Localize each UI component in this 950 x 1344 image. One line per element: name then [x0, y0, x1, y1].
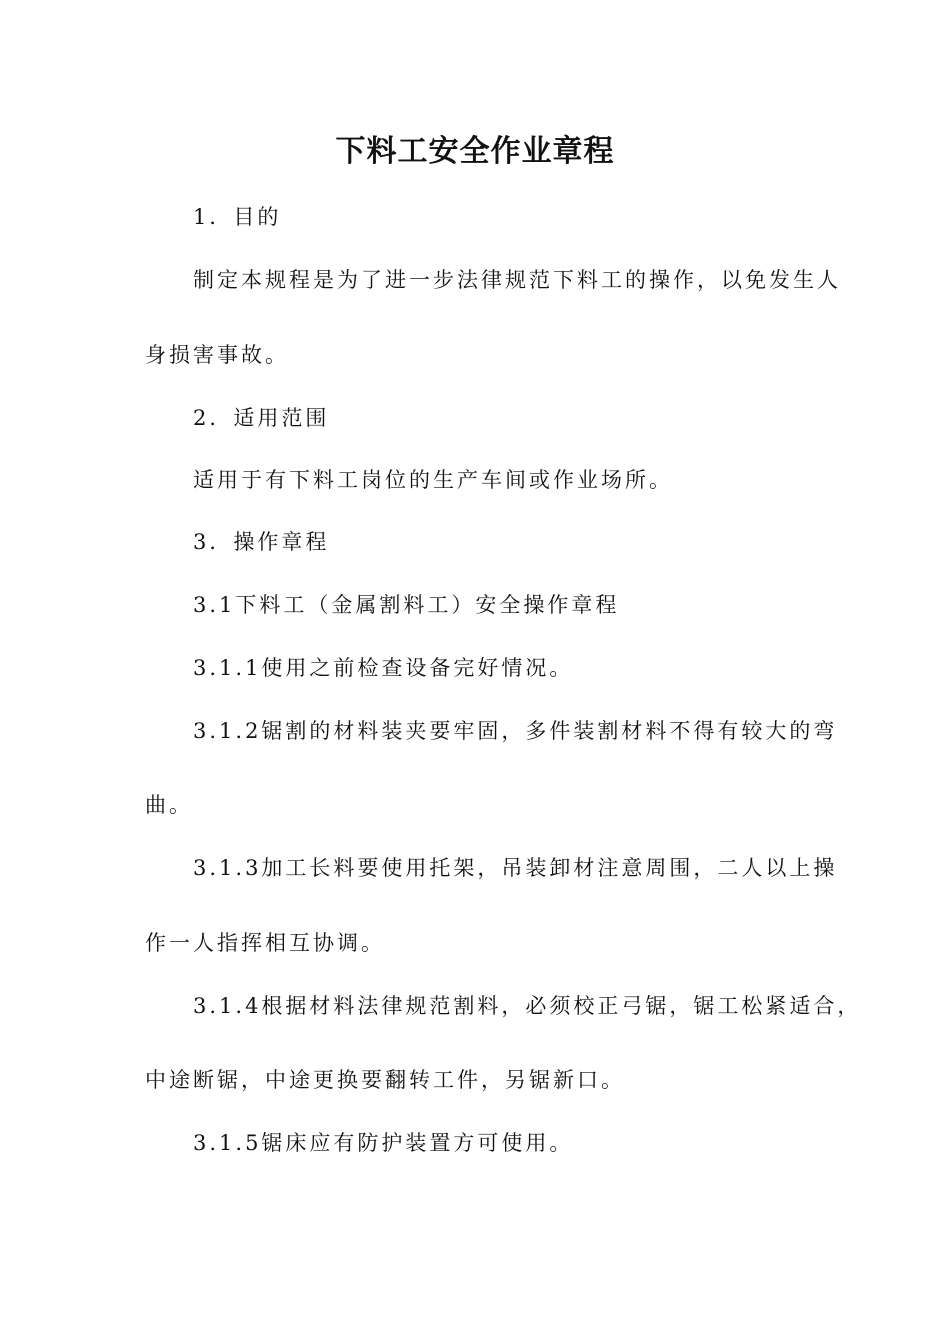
section-heading-purpose: 1．目的 — [193, 205, 282, 229]
paragraph-line: 3.1.3加工长料要使用托架，吊装卸材注意周围，二人以上操 — [193, 856, 838, 880]
document-title: 下料工安全作业章程 — [335, 134, 615, 169]
paragraph-line: 3.1.4根据材料法律规范割料，必须校正弓锯，锯工松紧适合， — [193, 994, 862, 1018]
section-heading-scope: 2．适用范围 — [193, 406, 330, 430]
paragraph-line: 3.1.5锯床应有防护装置方可使用。 — [193, 1131, 574, 1155]
section-heading-procedure: 3．操作章程 — [193, 530, 330, 554]
paragraph-line: 3.1.2锯割的材料装夹要牢固，多件装割材料不得有较大的弯 — [193, 719, 838, 743]
paragraph-line: 作一人指挥相互协调。 — [145, 931, 385, 955]
paragraph-line: 中途断锯，中途更换要翻转工件，另锯新口。 — [145, 1068, 625, 1092]
paragraph-line: 曲。 — [145, 793, 193, 817]
paragraph-line: 制定本规程是为了进一步法律规范下料工的操作，以免发生人 — [193, 268, 841, 292]
paragraph-line: 3.1.1使用之前检查设备完好情况。 — [193, 656, 574, 680]
paragraph-line: 适用于有下料工岗位的生产车间或作业场所。 — [193, 468, 673, 492]
subsection-heading: 3.1下料工（金属割料工）安全操作章程 — [193, 593, 620, 617]
paragraph-line: 身损害事故。 — [145, 343, 289, 367]
